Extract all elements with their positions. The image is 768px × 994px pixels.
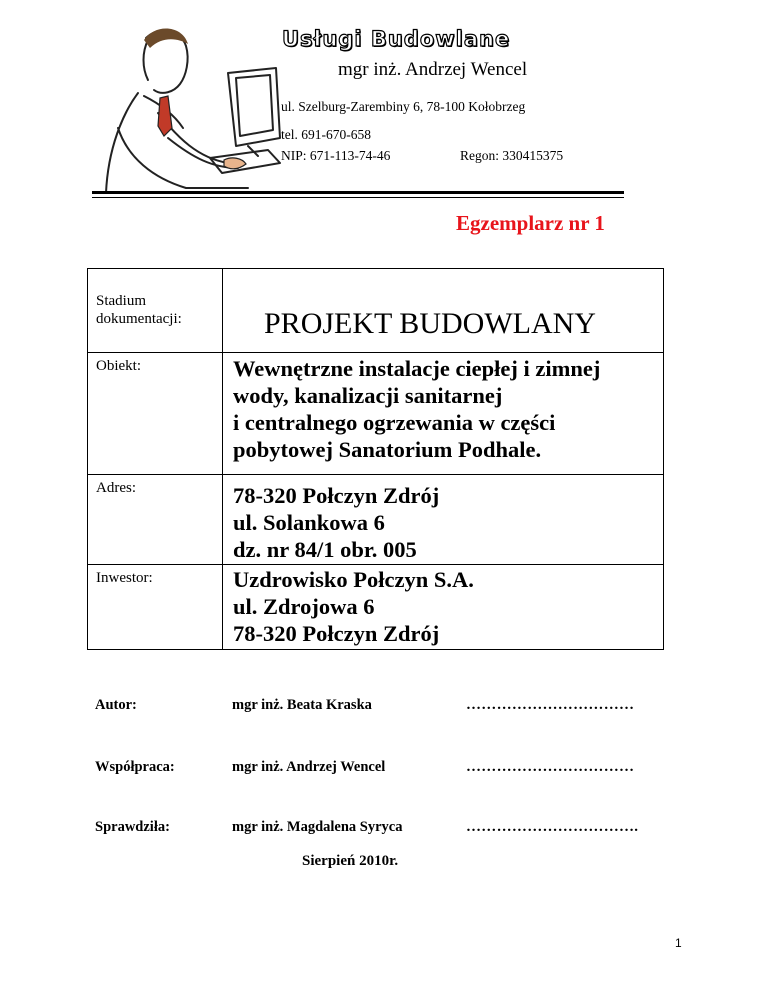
object-label: Obiekt:: [96, 358, 141, 374]
company-owner: mgr inż. Andrzej Wencel: [338, 59, 528, 80]
copy-number: Egzemplarz nr 1: [456, 211, 605, 235]
author-signature-line: ……………………………: [466, 697, 635, 713]
company-phone: tel. 691-670-658: [281, 127, 371, 142]
investor-label: Inwestor:: [96, 570, 153, 586]
company-nip: NIP: 671-113-74-46: [281, 148, 391, 163]
collaborator-name: mgr inż. Andrzej Wencel: [232, 759, 386, 775]
investor-value: Uzdrowisko Połczyn S.A. ul. Zdrojowa 6 78-320 Połczyn Zdrój: [233, 567, 474, 646]
table-row-divider: [87, 352, 664, 353]
checker-signature-line: …………………………….: [466, 819, 639, 835]
address-value: 78-320 Połczyn Zdrój ul. Solankowa 6 dz. nr 84/1 obr. 005: [233, 483, 440, 562]
page-number: 1: [675, 936, 682, 950]
object-value: Wewnętrzne instalacje ciepłej i zimnej wody, kanalizacji sanitarnej i centralnego ogrzewania w części pobytowej Sanatorium Podhale.: [233, 356, 601, 462]
table-column-divider: [222, 268, 223, 650]
man-at-computer-icon: [98, 18, 288, 198]
collaborator-signature-line: ……………………………: [466, 759, 635, 775]
company-regon: Regon: 330415375: [460, 148, 564, 163]
company-brand: Usługi Budowlane: [282, 27, 511, 51]
checker-role: Sprawdziła:: [95, 819, 170, 835]
stage-value: PROJEKT BUDOWLANY: [264, 307, 596, 340]
table-row-divider: [87, 474, 664, 475]
document-date: Sierpień 2010r.: [302, 853, 399, 869]
author-role: Autor:: [95, 697, 137, 713]
stage-label: Stadium dokumentacji:: [96, 293, 182, 327]
header-divider-thin: [92, 197, 624, 198]
checker-name: mgr inż. Magdalena Syryca: [232, 819, 403, 835]
header-divider: [92, 191, 624, 194]
author-name: mgr inż. Beata Kraska: [232, 697, 372, 713]
table-row-divider: [87, 564, 664, 565]
address-label: Adres:: [96, 480, 136, 496]
company-address: ul. Szelburg-Zarembiny 6, 78-100 Kołobrzeg: [281, 99, 526, 114]
collaborator-role: Współpraca:: [95, 759, 175, 775]
